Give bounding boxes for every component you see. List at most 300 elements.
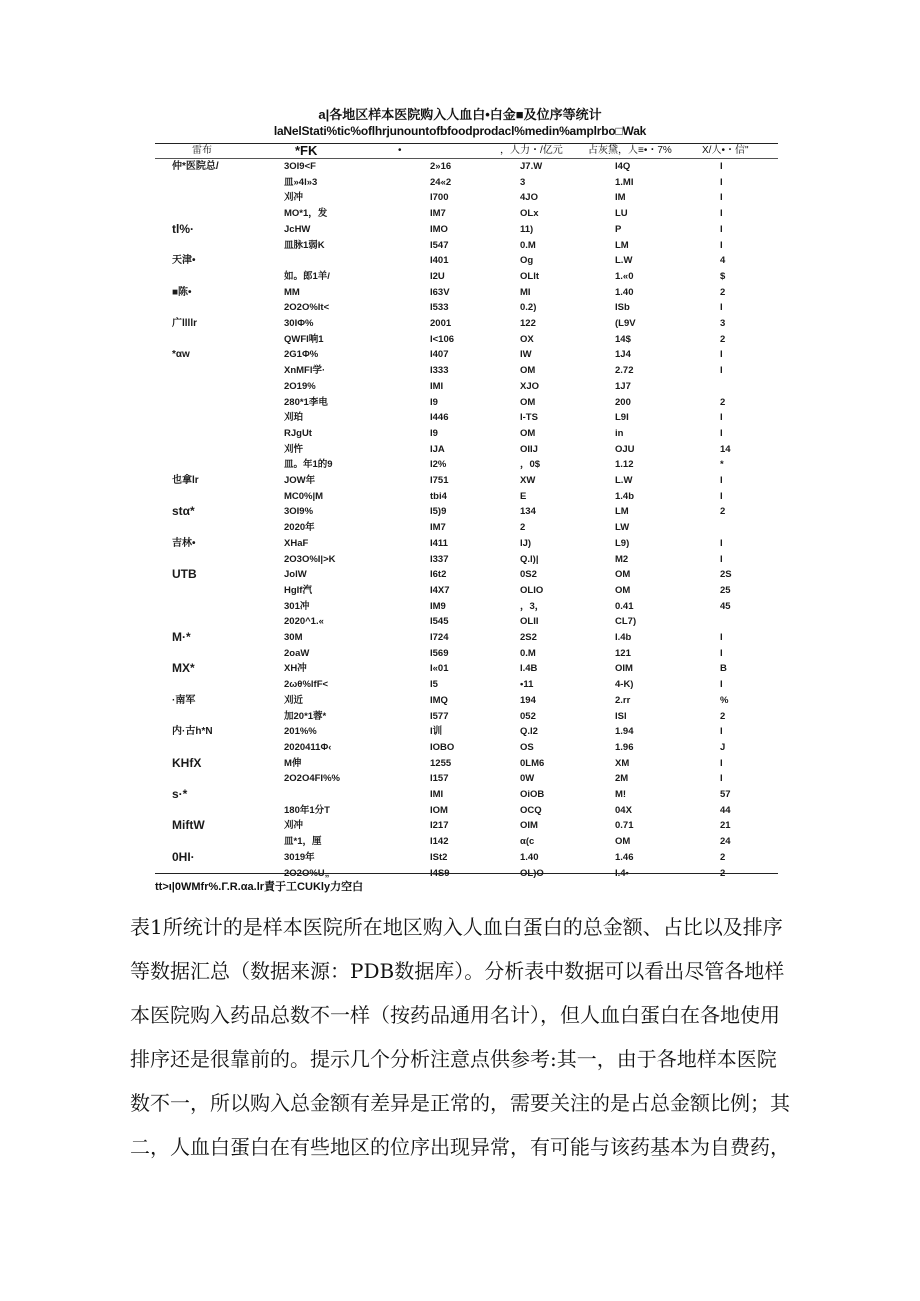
- cell-share: 14$: [615, 333, 631, 345]
- cell-share: 4-K): [615, 679, 634, 691]
- cell-region: 天津•: [172, 255, 196, 267]
- cell-year: 刈冲: [284, 820, 304, 832]
- cell-share: 1.MI: [615, 176, 634, 188]
- cell-count: I547: [430, 239, 449, 251]
- table-row: [0, 410, 920, 426]
- table-header-year: *FK: [295, 143, 318, 158]
- cell-share: LU: [615, 208, 628, 220]
- cell-count: I4S9: [430, 867, 450, 879]
- table-header-region: 雷布: [192, 145, 212, 156]
- cell-share: L.W: [615, 475, 633, 486]
- cell-count: I337: [430, 553, 449, 565]
- cell-year: 30IΦ%: [284, 318, 314, 329]
- cell-amount: XW: [520, 475, 536, 486]
- table-row: [0, 834, 920, 850]
- cell-region: 仲*医院总/: [172, 161, 219, 172]
- table-row: [0, 300, 920, 316]
- cell-amount: OLII: [520, 616, 539, 628]
- cell-region: KHfX: [172, 755, 202, 770]
- cell-amount: OM: [520, 365, 536, 377]
- cell-count: tbi4: [430, 490, 447, 502]
- cell-amount: 2: [520, 522, 526, 534]
- cell-year: 280*1李电: [284, 396, 328, 408]
- cell-count: I411: [430, 537, 448, 549]
- cell-year: XH冲: [284, 663, 307, 675]
- cell-amount: XJO: [520, 380, 540, 392]
- cell-amount: OIM: [520, 820, 538, 832]
- cell-year: 刈珀: [284, 412, 304, 424]
- cell-year: 201%%: [284, 726, 317, 738]
- cell-amount: 134: [520, 506, 536, 518]
- cell-count: I训: [430, 726, 443, 738]
- cell-share: 04X: [615, 804, 632, 816]
- paragraph-line: 本医院购入药品总数不一样（按药品通用名计），但人血白蛋白在各地使用: [130, 1003, 780, 1027]
- cell-rank: I: [720, 427, 723, 439]
- cell-count: I407: [430, 349, 449, 361]
- body-paragraph: [130, 905, 795, 1169]
- table-row: [0, 238, 920, 254]
- cell-amount: OLIO: [520, 584, 544, 596]
- cell-count: I63V: [430, 286, 450, 298]
- table-row: [0, 724, 920, 740]
- cell-share: 2.72: [615, 365, 634, 377]
- cell-year: XHaF: [284, 537, 309, 549]
- cell-year: 皿脉1弱K: [284, 239, 325, 251]
- cell-year: 2O2O4FI%%: [284, 773, 340, 785]
- cell-region: MX*: [172, 661, 195, 676]
- paragraph-line: 等数据汇总（数据来源：PDB数据库）。分析表中数据可以看出尽管各地样: [130, 959, 785, 983]
- cell-share: I.4b: [615, 632, 632, 643]
- cell-rank: *: [720, 459, 724, 471]
- cell-amount: OLlt: [520, 270, 539, 282]
- cell-region: UTB: [172, 567, 197, 582]
- cell-share: CL7): [615, 616, 637, 628]
- cell-year: MM: [284, 286, 300, 298]
- cell-region: 0HI·: [172, 849, 195, 864]
- cell-year: 加20*1蓉*: [284, 710, 327, 722]
- cell-share: OJU: [615, 443, 635, 455]
- cell-rank: I: [720, 176, 723, 188]
- cell-count: I6t2: [430, 569, 447, 581]
- paragraph-line: 排序还是很靠前的。提示几个分析注意点供参考:其一，由于各地样本医院: [130, 1047, 777, 1071]
- cell-rank: I: [720, 726, 723, 738]
- cell-rank: I: [720, 553, 723, 565]
- cell-count: IMQ: [430, 694, 448, 706]
- cell-rank: 44: [720, 804, 731, 816]
- cell-amount: E: [520, 490, 527, 502]
- cell-amount: I.4B: [520, 663, 538, 675]
- cell-amount: 0LM6: [520, 757, 545, 769]
- paragraph-line: 数不一，所以购入总金额有差异是正常的，需要关注的是占总金额比例；其: [130, 1091, 790, 1115]
- table-row: [0, 599, 920, 615]
- cell-year: 2020年: [284, 522, 315, 534]
- cell-rank: I: [720, 773, 723, 785]
- cell-rank: 57: [720, 789, 731, 800]
- cell-amount: ，3，: [520, 600, 545, 612]
- cell-region: tl%·: [172, 221, 194, 236]
- table-row: [0, 269, 920, 285]
- cell-share: I.4•: [615, 867, 629, 879]
- paragraph-line: 表1所统计的是样本医院所在地区购入人血白蛋白的总金额、占比以及排序: [130, 915, 783, 939]
- cell-rank: I: [720, 632, 723, 643]
- cell-rank: $: [720, 270, 726, 282]
- cell-share: I4Q: [615, 161, 631, 172]
- cell-count: I5)9: [430, 506, 447, 518]
- cell-count: I333: [430, 365, 449, 377]
- cell-amount: 0.2): [520, 302, 537, 314]
- cell-share: 1.12: [615, 459, 634, 471]
- cell-year: RJgUt: [284, 427, 312, 439]
- cell-count: IOBO: [430, 741, 455, 753]
- cell-year: 皿。年1的9: [284, 459, 333, 471]
- table-title-chinese: a|各地区样本医院购入人血白•白金■及位序等统计: [318, 107, 602, 122]
- cell-share: ISl: [615, 710, 627, 722]
- cell-rank: I: [720, 239, 723, 251]
- cell-share: M2: [615, 553, 629, 565]
- cell-amount: OiOB: [520, 789, 545, 800]
- cell-share: OIM: [615, 663, 633, 675]
- cell-year: XnMFl学·: [284, 365, 326, 377]
- table-row: [0, 850, 920, 866]
- cell-region: MiftW: [172, 818, 205, 833]
- cell-amount: α(c: [520, 836, 535, 848]
- cell-rank: I: [720, 412, 723, 424]
- cell-count: I157: [430, 773, 449, 785]
- cell-share: LM: [615, 506, 629, 518]
- cell-rank: I: [720, 192, 723, 204]
- cell-rank: %: [720, 694, 729, 706]
- cell-region: *αw: [172, 349, 190, 361]
- cell-year: 2O19%: [284, 380, 316, 392]
- table-row: [0, 787, 920, 803]
- cell-amount: 1.40: [520, 851, 539, 863]
- cell-amount: OM: [520, 427, 536, 439]
- cell-amount: MI: [520, 286, 531, 298]
- cell-share: 1.4b: [615, 490, 635, 502]
- cell-count: I577: [430, 710, 449, 722]
- cell-amount: IW: [520, 349, 532, 361]
- table-bottom-rule: [155, 873, 778, 874]
- cell-year: M伸: [284, 757, 302, 769]
- cell-count: I401: [430, 255, 449, 267]
- cell-count: I2U: [430, 270, 445, 282]
- cell-region: 广llllr: [172, 318, 198, 329]
- table-row: [0, 693, 920, 709]
- cell-year: QWFI响1: [284, 333, 324, 345]
- cell-rank: 24: [720, 836, 731, 848]
- cell-amount: J7.W: [520, 161, 543, 172]
- cell-share: 1.96: [615, 741, 634, 753]
- cell-year: MC0%|M: [284, 490, 324, 502]
- cell-region: s·*: [172, 787, 188, 801]
- cell-amount: 3: [520, 176, 526, 188]
- cell-region: M·*: [172, 630, 191, 644]
- cell-count: I533: [430, 302, 449, 314]
- cell-amount: I-TS: [520, 412, 538, 424]
- table-row: [0, 771, 920, 787]
- cell-year: 301冲: [284, 600, 310, 612]
- cell-amount: 0.M: [520, 647, 536, 659]
- cell-year: 刈近: [284, 694, 304, 706]
- table-row: [0, 253, 920, 269]
- cell-year: 皿*1，厘: [284, 836, 322, 848]
- cell-count: I«01: [430, 663, 449, 675]
- cell-share: ISb: [615, 302, 630, 314]
- cell-count: I700: [430, 192, 449, 204]
- table-row: [0, 457, 920, 473]
- cell-region: 也拿lr: [172, 475, 199, 486]
- table-row: [0, 803, 920, 819]
- cell-rank: 2S: [720, 569, 732, 581]
- cell-rank: I: [720, 365, 723, 377]
- table-row: [0, 756, 920, 772]
- cell-count: 2001: [430, 318, 452, 329]
- cell-share: 1.40: [615, 286, 634, 298]
- cell-rank: 21: [720, 820, 731, 832]
- cell-amount: 194: [520, 694, 536, 706]
- cell-count: I545: [430, 616, 449, 628]
- table-header-rank: X/人•・信": [702, 145, 749, 156]
- paragraph-line: 二，人血白蛋白在有些地区的位序出现异常，有可能与该药基本为自费药，: [130, 1135, 790, 1159]
- table-row: [0, 552, 920, 568]
- cell-amount: ，0$: [520, 459, 541, 471]
- cell-share: 1.94: [615, 726, 634, 738]
- cell-rank: I: [720, 537, 723, 549]
- cell-count: I<106: [430, 333, 455, 345]
- cell-amount: Og: [520, 255, 534, 267]
- cell-year: 3OI9%: [284, 506, 314, 518]
- cell-rank: J: [720, 741, 726, 753]
- cell-region: 吉林•: [172, 537, 196, 549]
- cell-year: JOW年: [284, 475, 316, 486]
- cell-share: 1.«0: [615, 270, 634, 282]
- cell-rank: 2: [720, 396, 726, 408]
- cell-count: I217: [430, 820, 449, 832]
- table-row: [0, 175, 920, 191]
- cell-share: XM: [615, 757, 630, 769]
- cell-rank: 4: [720, 255, 726, 267]
- cell-count: IMI: [430, 789, 444, 800]
- cell-rank: 2: [720, 506, 726, 518]
- cell-count: 1255: [430, 757, 452, 769]
- cell-year: JcHW: [284, 223, 311, 235]
- cell-year: 180年1分T: [284, 804, 330, 816]
- cell-year: MO*1，发: [284, 208, 328, 220]
- cell-rank: B: [720, 663, 727, 675]
- cell-amount: OM: [520, 396, 536, 408]
- table-row: [0, 285, 920, 301]
- cell-count: 2»16: [430, 161, 452, 172]
- cell-amount: 4JO: [520, 192, 538, 204]
- cell-count: IM7: [430, 208, 446, 220]
- cell-share: OM: [615, 836, 631, 848]
- cell-share: 121: [615, 647, 631, 659]
- table-row: [0, 347, 920, 363]
- cell-rank: 14: [720, 443, 731, 455]
- cell-rank: I: [720, 223, 723, 235]
- cell-year: 刈忤: [284, 443, 304, 455]
- cell-count: I751: [430, 475, 449, 486]
- cell-count: I569: [430, 647, 449, 659]
- cell-year: 2020^1.«: [284, 616, 324, 628]
- cell-share: OM: [615, 569, 631, 581]
- cell-amount: 2S2: [520, 632, 537, 643]
- cell-region: ·南军: [172, 694, 196, 706]
- cell-share: P: [615, 223, 622, 235]
- table-row: [0, 567, 920, 583]
- table-row: [0, 363, 920, 379]
- table-row: [0, 661, 920, 677]
- cell-share: 1J4: [615, 349, 631, 361]
- cell-share: 2M: [615, 773, 629, 785]
- cell-amount: OIIJ: [520, 443, 538, 455]
- table-header-share: 占灰黛，人≡•・7%: [588, 145, 672, 156]
- table-row: [0, 818, 920, 834]
- cell-share: 2.rr: [615, 694, 631, 706]
- cell-rank: 2: [720, 333, 726, 345]
- table-row: [0, 630, 920, 646]
- table-row: [0, 504, 920, 520]
- cell-amount: OLx: [520, 208, 539, 220]
- cell-year: 3OI9<F: [284, 161, 316, 172]
- cell-rank: I: [720, 208, 723, 220]
- cell-region: 内·古h*N: [172, 726, 213, 738]
- table-row: [0, 709, 920, 725]
- table-row: [0, 740, 920, 756]
- cell-count: IMO: [430, 223, 448, 235]
- cell-amount: 052: [520, 710, 536, 722]
- cell-year: HgIf汽: [284, 584, 312, 596]
- cell-amount: 11): [520, 223, 534, 235]
- cell-year: 刈冲: [284, 192, 304, 204]
- cell-amount: 0S2: [520, 569, 537, 581]
- table-top-rule: [155, 143, 778, 144]
- cell-year: 2oaW: [284, 647, 310, 659]
- table-row: [0, 332, 920, 348]
- table-title-english: laNelStati%tic%oflhrjunountofbfoodprodacl%medin%amplrbo□Wak: [273, 124, 647, 138]
- cell-region: ■陈•: [172, 286, 192, 298]
- cell-year: 2G1Φ%: [284, 349, 319, 361]
- cell-rank: 3: [720, 318, 726, 329]
- cell-count: 24«2: [430, 176, 452, 188]
- cell-rank: 2: [720, 851, 726, 863]
- cell-share: LW: [615, 522, 630, 534]
- cell-rank: I: [720, 679, 723, 691]
- cell-amount: IJ): [520, 537, 532, 549]
- cell-rank: 2: [720, 710, 726, 722]
- cell-count: IM9: [430, 600, 446, 612]
- cell-rank: 2: [720, 286, 726, 298]
- table-row: [0, 614, 920, 630]
- table-row: [0, 520, 920, 536]
- cell-amount: OL)O: [520, 867, 544, 879]
- cell-count: I2%: [430, 459, 447, 471]
- table-row: [0, 206, 920, 222]
- cell-year: 2020411Φ‹: [284, 741, 332, 753]
- table-row: [0, 646, 920, 662]
- table-footnote: tt>ι|0WMfr%.Γ.R.αa.lr責于工CUKly力空白: [155, 881, 364, 893]
- cell-amount: 0W: [520, 773, 535, 785]
- cell-count: I9: [430, 427, 438, 439]
- table-row: [0, 379, 920, 395]
- cell-year: 皿»4l»3: [284, 176, 318, 188]
- cell-count: I9: [430, 396, 438, 408]
- cell-year: 2O2O%lt<: [284, 302, 330, 314]
- cell-share: L9): [615, 537, 630, 549]
- cell-share: IM: [615, 192, 626, 204]
- cell-rank: I: [720, 349, 723, 361]
- cell-amount: Q.I2: [520, 726, 538, 738]
- cell-count: I142: [430, 836, 449, 848]
- cell-share: 200: [615, 396, 631, 408]
- table-row: [0, 489, 920, 505]
- cell-count: ISt2: [430, 851, 448, 863]
- cell-count: IM7: [430, 522, 446, 534]
- table-header-count: •: [398, 145, 402, 156]
- cell-share: L.W: [615, 255, 633, 267]
- table-row: [0, 426, 920, 442]
- cell-rank: I: [720, 302, 723, 314]
- table-row: [0, 583, 920, 599]
- table-row: [0, 222, 920, 238]
- cell-count: I446: [430, 412, 449, 424]
- cell-amount: Q.l)|: [520, 553, 539, 565]
- cell-year: 3019年: [284, 851, 315, 863]
- cell-rank: I: [720, 647, 723, 659]
- cell-amount: OS: [520, 741, 534, 753]
- cell-amount: •11: [520, 679, 534, 691]
- cell-rank: I: [720, 490, 723, 502]
- cell-count: I5: [430, 679, 438, 691]
- table-row: [0, 473, 920, 489]
- cell-share: 0.41: [615, 600, 634, 612]
- cell-amount: 0.M: [520, 239, 536, 251]
- cell-year: JolW: [284, 569, 307, 581]
- table-row: [0, 159, 920, 175]
- table-row: [0, 677, 920, 693]
- table-row: [0, 442, 920, 458]
- cell-rank: I: [720, 757, 723, 769]
- cell-year: 2O2O%U„: [284, 867, 330, 879]
- cell-rank: I: [720, 161, 723, 172]
- table-row: [0, 190, 920, 206]
- cell-year: 如。郎1羊/: [284, 270, 330, 282]
- cell-count: IOM: [430, 804, 448, 816]
- cell-share: M!: [615, 789, 627, 800]
- cell-share: 0.71: [615, 820, 634, 832]
- cell-share: in: [615, 427, 624, 439]
- cell-amount: OCQ: [520, 804, 542, 816]
- cell-year: 2ωθ%lfF<: [284, 679, 329, 691]
- table-row: [0, 536, 920, 552]
- cell-count: IMI: [430, 380, 444, 392]
- cell-share: 1J7: [615, 380, 631, 392]
- table-header-amount: ，人力・/亿元: [500, 145, 563, 156]
- cell-rank: 25: [720, 584, 731, 596]
- cell-amount: 122: [520, 318, 536, 329]
- cell-count: IJA: [430, 443, 445, 455]
- cell-count: I4X7: [430, 584, 450, 596]
- cell-count: I724: [430, 632, 449, 643]
- cell-rank: 2: [720, 867, 726, 879]
- cell-rank: I: [720, 475, 723, 486]
- cell-share: LM: [615, 239, 629, 251]
- cell-rank: 45: [720, 600, 731, 612]
- cell-amount: OX: [520, 333, 534, 345]
- cell-share: OM: [615, 584, 631, 596]
- cell-year: 30M: [284, 632, 303, 643]
- table-row: [0, 395, 920, 411]
